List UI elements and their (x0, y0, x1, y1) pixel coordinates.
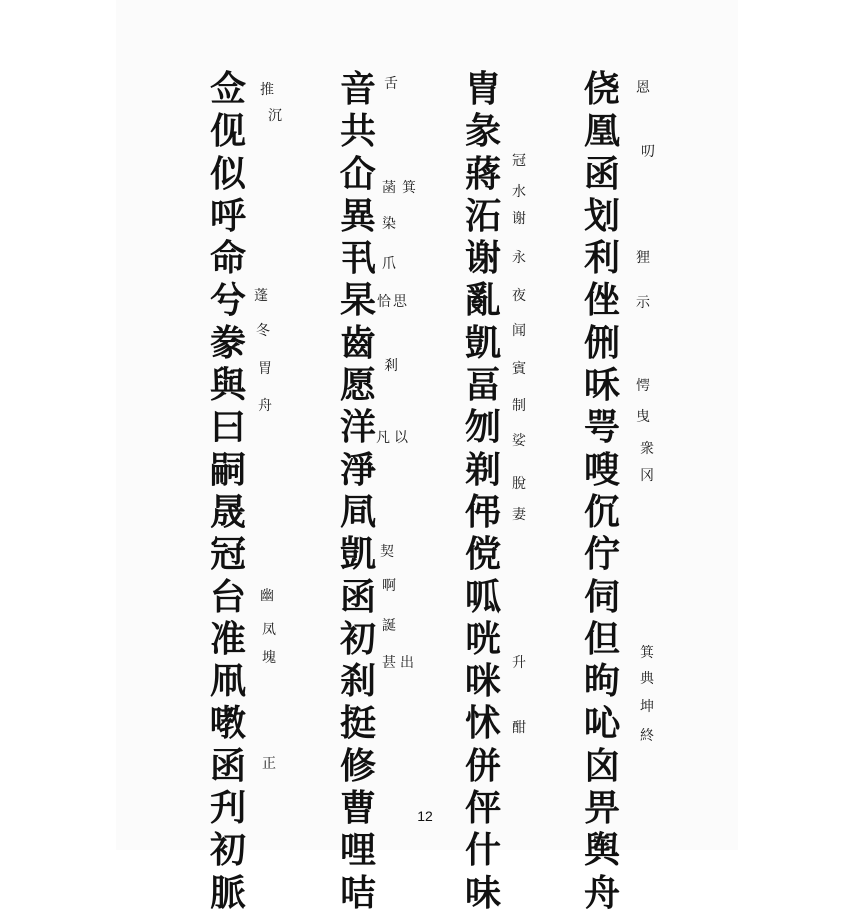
main-character: 共 (340, 110, 377, 153)
gloss-character: 衆 (640, 441, 654, 457)
main-character: 咣 (465, 617, 502, 660)
main-character: 怵 (465, 702, 502, 745)
main-character: 命 (210, 237, 247, 280)
gloss-annotation (636, 80, 650, 97)
gloss-character: 箕 (402, 180, 416, 196)
gloss-character: 叨 (641, 144, 655, 160)
main-character: 刹 (340, 660, 377, 703)
main-character: 挺 (340, 702, 377, 745)
main-character: 豢 (210, 321, 247, 364)
main-character: 音 (340, 68, 377, 110)
main-character: 嘋 (210, 702, 247, 745)
main-character: 剃 (465, 448, 502, 491)
main-character: 丮 (340, 237, 377, 280)
gloss-annotation (636, 250, 650, 267)
text-column-2 (465, 68, 501, 914)
gloss-character: 箕 (640, 645, 654, 661)
main-character: 畐 (465, 364, 502, 407)
main-character: 凱 (340, 533, 377, 576)
main-character: 曹 (340, 787, 377, 830)
gloss-character: 舌 (384, 76, 398, 92)
main-character: 晟 (210, 490, 247, 533)
gloss-character: 正 (262, 756, 276, 772)
main-character: 吣 (584, 702, 621, 745)
main-character: 伻 (465, 787, 502, 830)
gloss-annotation (262, 622, 276, 639)
main-character: 嗣 (210, 448, 247, 491)
main-character: 侳 (584, 279, 621, 322)
main-character: 淨 (340, 448, 377, 491)
gloss-annotation (254, 288, 268, 305)
gloss-character: 蓬 (254, 288, 268, 304)
gloss-annotation (256, 323, 270, 340)
gloss-annotation (512, 184, 526, 201)
gloss-character: 沉 (268, 108, 282, 124)
gloss-annotation (512, 476, 526, 493)
main-character: 齒 (340, 321, 377, 364)
gloss-annotation (512, 398, 526, 415)
gloss-annotation (260, 82, 274, 99)
gloss-character: 冬 (256, 323, 270, 339)
gloss-annotation (382, 578, 396, 595)
gloss-annotation (382, 655, 396, 672)
gloss-annotation (376, 430, 390, 447)
gloss-character: 推 (260, 82, 274, 98)
gloss-annotation (640, 671, 654, 688)
gloss-annotation (640, 699, 654, 716)
gloss-annotation (512, 323, 526, 340)
gloss-annotation (262, 650, 276, 667)
main-character: 但 (584, 617, 621, 660)
main-character: 台 (210, 575, 247, 618)
gloss-annotation (260, 588, 274, 605)
gloss-annotation (400, 655, 414, 672)
gloss-character: 狸 (636, 250, 650, 266)
main-character: 修 (340, 744, 377, 787)
gloss-character: 剎 (384, 358, 398, 374)
main-character: 初 (210, 829, 247, 872)
main-character: 凬 (340, 490, 377, 533)
main-character: 舆 (584, 829, 621, 872)
gloss-annotation (512, 211, 526, 228)
gloss-annotation (512, 153, 526, 170)
main-character: 曰 (210, 406, 247, 449)
gloss-annotation (512, 433, 526, 450)
main-character: 呱 (465, 575, 502, 618)
gloss-character: 示 (636, 295, 650, 311)
main-character: 與 (210, 364, 247, 407)
text-column-4 (210, 68, 246, 914)
text-column-3 (340, 68, 376, 914)
gloss-annotation (380, 544, 394, 561)
main-character: 侀 (584, 321, 621, 364)
main-character: 佇 (584, 533, 621, 576)
gloss-annotation (258, 361, 272, 378)
gloss-character: 誕 (382, 618, 396, 634)
main-character: 味 (465, 871, 502, 914)
gloss-character: 凤 (262, 622, 276, 638)
main-character: 哩 (340, 829, 377, 872)
gloss-character: 幽 (260, 588, 274, 604)
main-character: 蔣 (465, 152, 502, 195)
main-character: 刋 (210, 787, 247, 830)
gloss-character: 啊 (382, 578, 396, 594)
main-character: 洋 (340, 406, 377, 449)
gloss-character: 舟 (258, 398, 272, 414)
main-character: 凰 (584, 110, 621, 153)
gloss-character: 娑 (512, 433, 526, 449)
main-character: 愿 (340, 364, 377, 407)
gloss-character: 脫 (512, 476, 526, 492)
gloss-character: 思 (393, 294, 407, 310)
main-character: 函 (340, 575, 377, 618)
main-character: 脈 (210, 871, 247, 914)
gloss-character: 坤 (640, 699, 654, 715)
main-character: 侥 (584, 68, 621, 110)
main-character: 異 (340, 194, 377, 237)
main-character: 函 (584, 152, 621, 195)
gloss-character: 闻 (512, 323, 526, 339)
main-character: 咊 (584, 364, 621, 407)
main-character: 杲 (340, 279, 377, 322)
gloss-character: 冈 (640, 468, 654, 484)
gloss-character: 賓 (512, 361, 526, 377)
gloss-character: 制 (512, 398, 526, 414)
gloss-annotation (384, 76, 398, 93)
gloss-annotation (640, 645, 654, 662)
gloss-annotation (262, 756, 276, 773)
gloss-annotation (382, 180, 396, 197)
page-number: 12 (417, 808, 433, 824)
main-character: 函 (210, 744, 247, 787)
main-character: 凧 (210, 660, 247, 703)
gloss-annotation (512, 507, 526, 524)
gloss-character: 爪 (382, 256, 396, 272)
gloss-character: 出 (400, 655, 414, 671)
main-character: 利 (584, 237, 621, 280)
gloss-annotation (641, 144, 655, 161)
main-character: 初 (340, 617, 377, 660)
gloss-character: 酣 (512, 720, 526, 736)
main-character: 畀 (584, 787, 621, 830)
gloss-annotation (640, 728, 654, 745)
gloss-character: 恩 (636, 80, 650, 96)
gloss-annotation (636, 378, 650, 395)
main-character: 咭 (340, 871, 377, 914)
gloss-character: 愕 (636, 378, 650, 394)
gloss-annotation (640, 441, 654, 458)
main-character: 伔 (584, 490, 621, 533)
main-character: 併 (465, 744, 502, 787)
gloss-annotation (382, 618, 396, 635)
gloss-annotation (393, 294, 407, 311)
gloss-character: 谢 (512, 211, 526, 227)
main-character: 佥 (210, 68, 247, 110)
main-character: 亂 (465, 279, 502, 322)
main-character: 胄 (465, 68, 502, 110)
gloss-character: 永 (512, 250, 526, 266)
main-character: 谢 (465, 237, 502, 280)
main-character: 伄 (465, 490, 502, 533)
gloss-annotation (512, 250, 526, 267)
main-character: 昫 (584, 660, 621, 703)
text-column-1 (584, 68, 620, 914)
main-character: 划 (584, 194, 621, 237)
gloss-character: 菡 (382, 180, 396, 196)
gloss-annotation (258, 398, 272, 415)
main-character: 凱 (465, 321, 502, 364)
gloss-character: 甚 (382, 655, 396, 671)
main-character: 呼 (210, 194, 247, 237)
gloss-annotation (382, 256, 396, 273)
gloss-character: 胃 (258, 361, 272, 377)
gloss-character: 塊 (262, 650, 276, 666)
gloss-annotation (382, 216, 396, 233)
gloss-annotation (402, 180, 416, 197)
gloss-annotation (512, 655, 526, 672)
main-character: 刎 (465, 406, 502, 449)
gloss-character: 典 (640, 671, 654, 687)
gloss-annotation (377, 294, 391, 311)
gloss-annotation (384, 358, 398, 375)
gloss-character: 染 (382, 216, 396, 232)
gloss-character: 曳 (636, 409, 650, 425)
gloss-character: 終 (640, 728, 654, 744)
gloss-annotation (636, 295, 650, 312)
main-character: 彖 (465, 110, 502, 153)
gloss-character: 凡 (376, 430, 390, 446)
main-character: 咢 (584, 406, 621, 449)
main-character: 似 (210, 152, 247, 195)
gloss-character: 妻 (512, 507, 526, 523)
gloss-character: 夜 (512, 288, 526, 304)
gloss-annotation (394, 430, 408, 447)
gloss-character: 契 (380, 544, 394, 560)
gloss-annotation (636, 409, 650, 426)
main-character: 伣 (210, 110, 247, 153)
main-character: 冠 (210, 533, 247, 576)
main-character: 咪 (465, 660, 502, 703)
main-character: 舟 (584, 871, 621, 914)
gloss-character: 冠 (512, 153, 526, 169)
gloss-character: 升 (512, 655, 526, 671)
gloss-annotation (512, 361, 526, 378)
main-character: 兮 (210, 279, 247, 322)
main-character: 什 (465, 829, 502, 872)
gloss-character: 恰 (377, 294, 391, 310)
gloss-character: 水 (512, 184, 526, 200)
main-character: 囟 (584, 744, 621, 787)
main-character: 准 (210, 617, 247, 660)
main-character: 仚 (340, 152, 377, 195)
gloss-annotation (268, 108, 282, 125)
gloss-annotation (640, 468, 654, 485)
gloss-annotation (512, 720, 526, 737)
main-character: 伺 (584, 575, 621, 618)
main-character: 沰 (465, 194, 502, 237)
main-character: 傥 (465, 533, 502, 576)
main-character: 嗖 (584, 448, 621, 491)
gloss-annotation (512, 288, 526, 305)
gloss-character: 以 (394, 430, 408, 446)
